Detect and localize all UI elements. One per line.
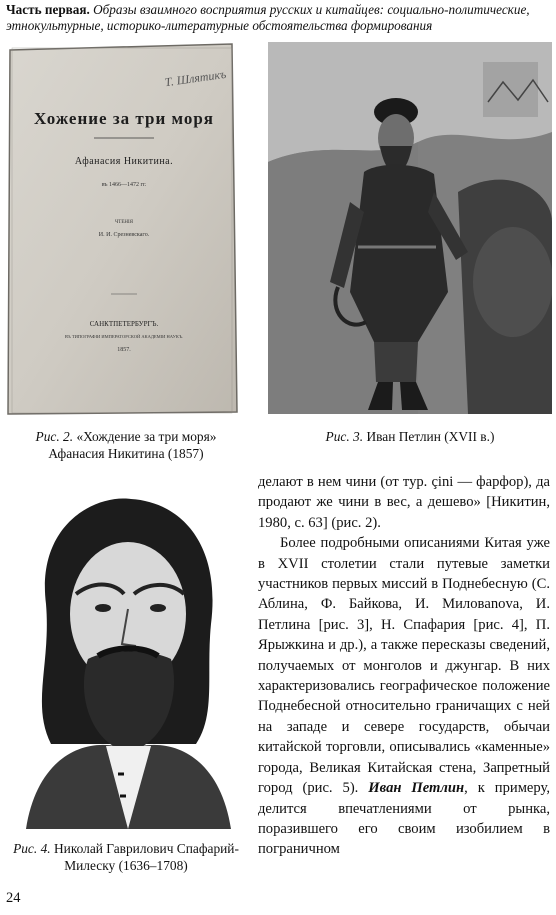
cover-press: ВЪ ТИПОГРАФІИ ИМПЕРАТОРСКОЙ АКАДЕМІИ НАУКЪ. [64,334,184,339]
cover-signature: Т. Шлятикъ [163,66,227,90]
caption-fig-3-label: Рис. 3. [325,429,364,444]
page-number: 24 [6,890,21,906]
body-text [258,472,550,860]
caption-fig-2-text: «Хождение за три моря» Афанасия Никитина (1857) [48,429,217,461]
paragraph-2-emphasis: Иван Петлин [368,780,465,797]
running-header [6,2,552,34]
paragraph-2-end: , к примеру, делится впечатлениями от рынка, поразившего его своим изобилием в пограничном [258,780,550,858]
cover-author: Афанасия Никитина. [74,156,174,167]
caption-fig-4 [6,840,246,874]
ivan-petlin-illustration [268,42,552,414]
caption-fig-3-text: Иван Петлин (XVII в.) [366,429,495,444]
caption-fig-4-label: Рис. 4. [13,841,51,856]
cover-editor: И. И. Срезневскаго. [98,232,150,238]
cover-edited: ЧТЕНІЯ [115,220,133,225]
cover-title: Хожение за три моря [33,109,215,128]
caption-fig-2 [6,428,246,462]
spafariy-portrait [6,484,241,829]
caption-fig-3 [268,428,552,445]
cover-year: 1857. [117,347,131,353]
paragraph-2 [258,533,550,860]
cover-years: въ 1466—1472 гг. [101,182,147,188]
header-part: Часть первая. [6,2,90,17]
caption-fig-4-text: Николай Гаврилович Спафарий-Милеску (1636–1708) [53,841,239,873]
book-cover-image [6,42,239,417]
paragraph-1: делают в нем чини (от тур. çini — фарфор), да продают же чини в вес, а дешево» [Никитин, 1980, с. 63] (рис. 2). [258,474,550,531]
header-subtitle: Образы взаимного восприятия русских и китайцев: социально-политические, этнокультурные, историко-литературные обстоятельства формирования [6,2,530,33]
cover-city: САНКТПЕТЕРБУРГЪ. [89,320,159,328]
caption-fig-2-label: Рис. 2. [35,429,74,444]
paragraph-2-start: Более подробными описаниями Китая уже в XVII столетии стали путевые заметки участников первых миссий в Поднебесную (С. Аблина, Ф. Байкова, И. Миловanova, И. Петлина [рис. 3], Н. Спафария [рис. 4], П. Ярыжкина и др.), а также пересказы сведений, получаемых от монголов и джунгар. В них характеризовались географическое положение Поднебесной относительно граничащих с ней на западе и севере государств, обычаи китайской торговли, описывались «каменные» города, Великая Китайская стена, Запретный город (рис. 5). [258,535,550,797]
